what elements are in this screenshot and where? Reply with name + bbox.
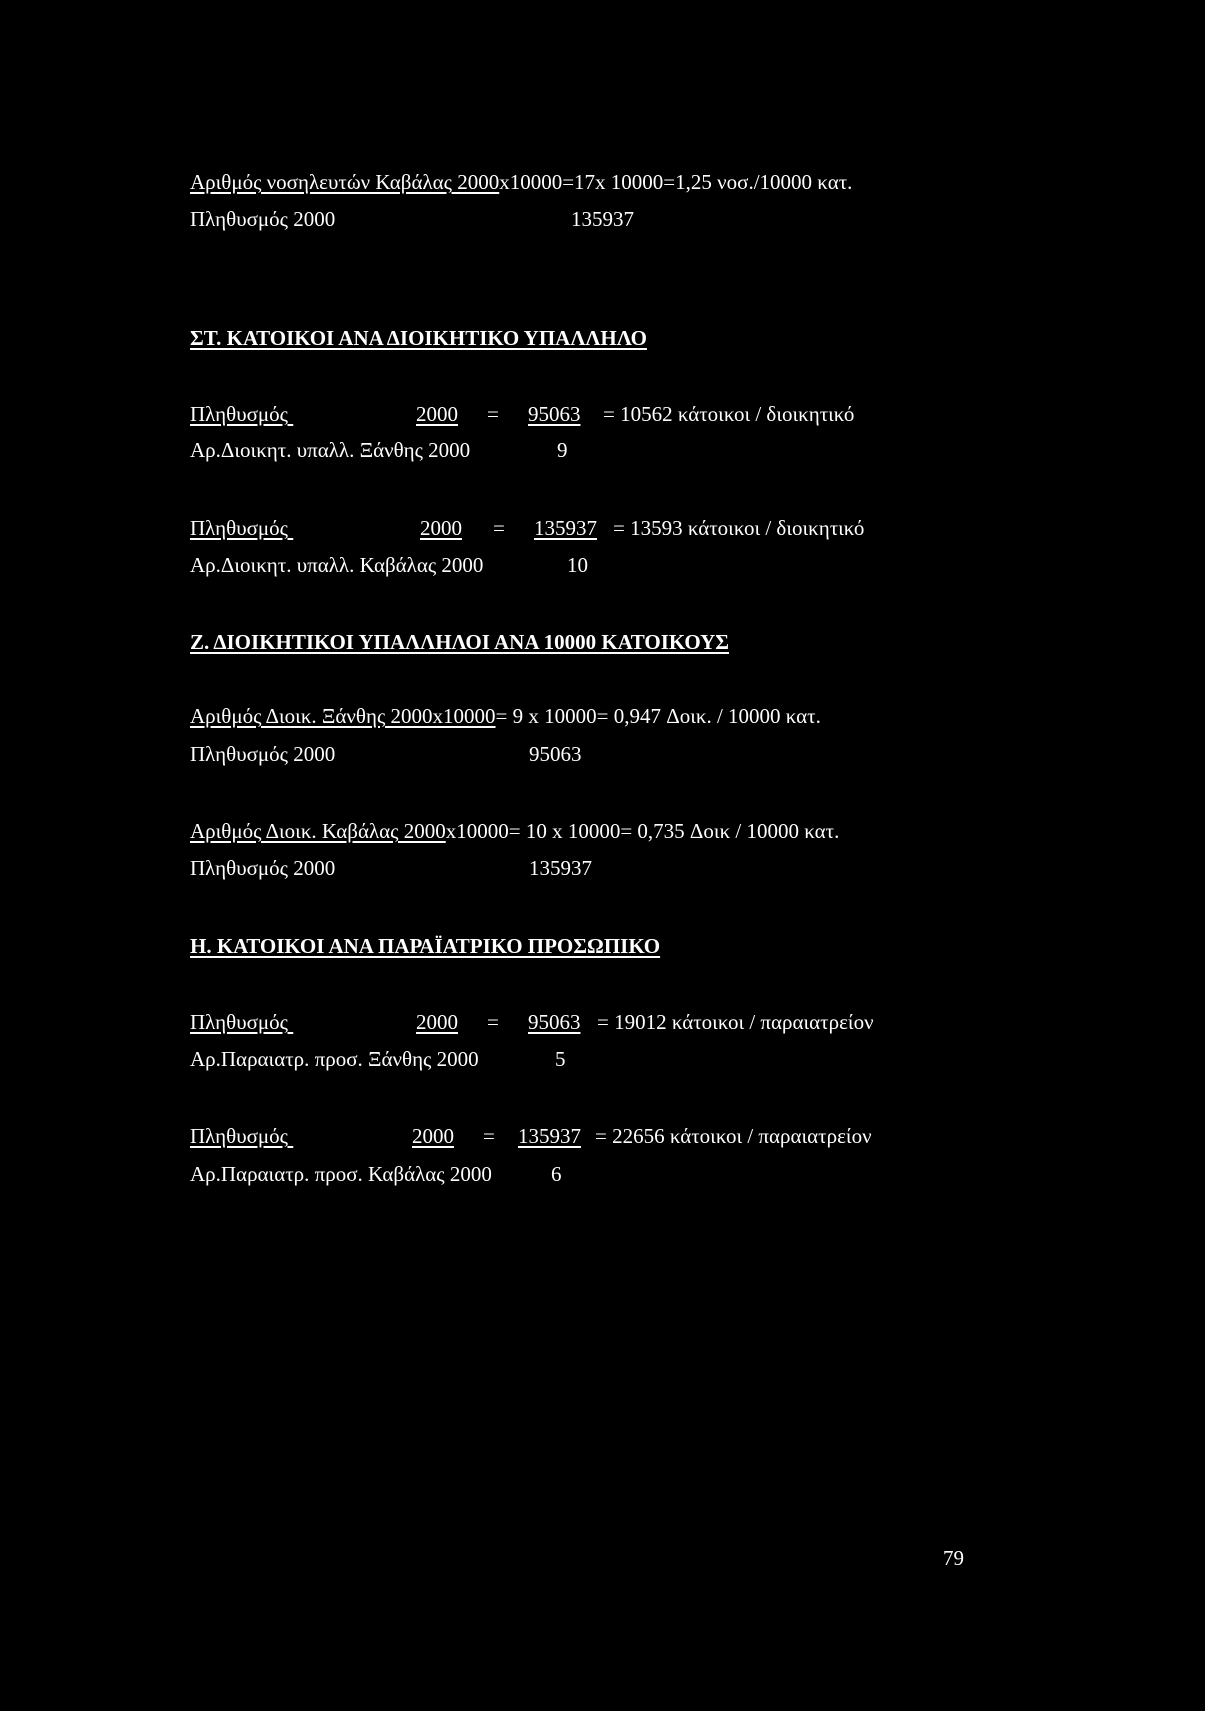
page-number: 79: [943, 1546, 964, 1570]
z-calc1-ratio-line: [190, 703, 821, 729]
z-calc2-numerator: Αριθμός Διοικ. Καβάλας 2000: [190, 819, 446, 843]
h-calc1-numerator-label: Πληθυσμός: [190, 1010, 288, 1034]
h-calc1-equals: =: [487, 1010, 499, 1034]
population-line: [190, 206, 335, 232]
z-calc1-population-value: 95063: [529, 742, 582, 766]
st-calc2-numerator-year: 2000: [420, 516, 462, 540]
population-label: Πληθυσμός 2000: [190, 207, 336, 231]
h-calc2-numerator-label: Πληθυσμός: [190, 1124, 288, 1148]
nurses-ratio-result: x10000=17x 10000=1,25 νοσ./10000 κατ.: [499, 170, 853, 194]
h-calc2-numerator-row: [190, 1123, 454, 1149]
h-calc2-numerator-year: 2000: [412, 1124, 454, 1148]
st-calc1-denominator-value: 9: [557, 438, 568, 462]
st-calc2-denominator-value: 10: [567, 553, 588, 577]
st-calc2-equals: =: [493, 516, 505, 540]
z-calc2-ratio-line: [190, 818, 839, 844]
h-calc1-denominator-label: Αρ.Παραιατρ. προσ. Ξάνθης 2000: [190, 1047, 479, 1071]
z-calc1-result: = 9 x 10000= 0,947 Δοικ. / 10000 κατ.: [495, 704, 821, 728]
h-calc1-numerator-year: 2000: [416, 1010, 458, 1034]
st-calc2-numerator-label: Πληθυσμός: [190, 516, 288, 540]
st-calc1-numerator-value: 95063: [528, 402, 581, 426]
z-calc2-population-label: Πληθυσμός 2000: [190, 856, 336, 880]
h-calc1-numerator-row: [190, 1009, 458, 1035]
section-z-heading: Ζ. ΔΙΟΙΚΗΤΙΚΟΙ ΥΠΑΛΛΗΛΟΙ ΑΝΑ 10000 ΚΑΤΟΙΚΟΥΣ: [190, 630, 730, 654]
population-value: 135937: [571, 207, 634, 231]
st-calc1-numerator-row: [190, 401, 458, 427]
h-calc1-result: = 19012 κάτοικοι / παραιατρείον: [597, 1010, 874, 1034]
nurses-ratio-line: [190, 169, 852, 195]
h-calc2-result: = 22656 κάτοικοι / παραιατρείον: [595, 1124, 872, 1148]
z-calc2-result: x10000= 10 x 10000= 0,735 Δοικ / 10000 κατ.: [445, 819, 840, 843]
h-calc2-numerator-value: 135937: [518, 1124, 581, 1148]
st-calc1-numerator-year: 2000: [416, 402, 458, 426]
h-calc2-denominator-label: Αρ.Παραιατρ. προσ. Καβάλας 2000: [190, 1162, 492, 1186]
z-calc1-population-label: Πληθυσμός 2000: [190, 742, 336, 766]
st-calc1-result: = 10562 κάτοικοι / διοικητικό: [603, 402, 855, 426]
z-calc1-numerator: Αριθμός Διοικ. Ξάνθης 2000x10000: [190, 704, 496, 728]
h-calc1-denominator-value: 5: [555, 1047, 566, 1071]
h-calc2-denominator-value: 6: [551, 1162, 562, 1186]
section-h-heading: Η. ΚΑΤΟΙΚΟΙ ΑΝΑ ΠΑΡΑΪΑΤΡΙΚΟ ΠΡΟΣΩΠΙΚΟ: [190, 934, 661, 958]
nurses-ratio-numerator: Αριθμός νοσηλευτών Καβάλας 2000: [190, 170, 500, 194]
st-calc2-result: = 13593 κάτοικοι / διοικητικό: [613, 516, 865, 540]
h-calc1-numerator-value: 95063: [528, 1010, 581, 1034]
st-calc2-numerator-row: [190, 515, 462, 541]
z-calc2-population-value: 135937: [529, 856, 592, 880]
st-calc1-numerator-label: Πληθυσμός: [190, 402, 288, 426]
section-st-heading: ΣΤ. ΚΑΤΟΙΚΟΙ ΑΝΑ ΔΙΟΙΚΗΤΙΚΟ ΥΠΑΛΛΗΛΟ: [190, 326, 647, 350]
st-calc2-denominator-label: Αρ.Διοικητ. υπαλλ. Καβάλας 2000: [190, 553, 484, 577]
st-calc1-denominator-label: Αρ.Διοικητ. υπαλλ. Ξάνθης 2000: [190, 438, 471, 462]
st-calc2-numerator-value: 135937: [534, 516, 597, 540]
st-calc1-equals: =: [487, 402, 499, 426]
h-calc2-equals: =: [483, 1124, 495, 1148]
